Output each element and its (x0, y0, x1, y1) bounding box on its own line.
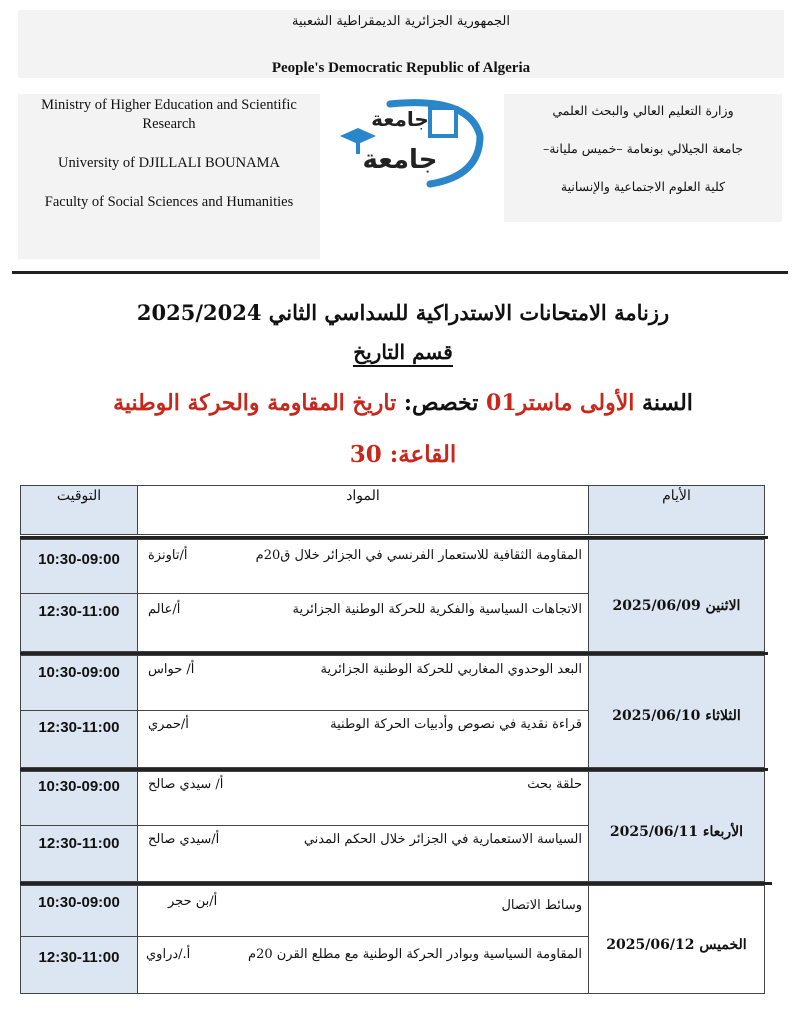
time-cell: 12:30-11:00 (20, 825, 138, 882)
department-title: قسم التاريخ (30, 340, 776, 364)
header-time: التوقيت (20, 485, 138, 535)
day-cell: الثلاثاء 2025/06/10 (588, 655, 765, 768)
subject-cell: المقاومة السياسية وبوادر الحركة الوطنية مع مطلع القرن 20م أ./دراوي (137, 936, 589, 994)
time-cell: 10:30-09:00 (20, 655, 138, 711)
ministry-ar: وزارة التعليم العالي والبحث العلمي (552, 103, 734, 118)
time-cell: 12:30-11:00 (20, 936, 138, 994)
time-cell: 12:30-11:00 (20, 710, 138, 768)
university-logo-icon (330, 96, 490, 188)
header-day: الأيام (588, 485, 765, 535)
day-cell: الاثنين 2025/06/09 (588, 539, 765, 652)
logo-lettering: جامعة (371, 107, 429, 131)
faculty-ar: كلية العلوم الاجتماعية والإنسانية (560, 179, 726, 194)
svg-text:جامعة: جامعة (362, 145, 438, 175)
day-cell: الخميس 2025/06/12 (588, 885, 765, 994)
ministry-en: Ministry of Higher Education and Scientific Research (41, 97, 297, 132)
university-ar: جامعة الجيلالي بونعامة –خميس مليانة– (542, 141, 744, 156)
header-divider (12, 271, 788, 274)
time-cell: 10:30-09:00 (20, 885, 138, 937)
time-cell: 10:30-09:00 (20, 539, 138, 594)
university-logo (330, 96, 490, 188)
header-republic-english: People's Democratic Republic of Algeria (18, 38, 784, 78)
subject-cell: البعد الوحدوي المغاربي للحركة الوطنية الجزائرية أ/ حواس (137, 655, 589, 711)
subject-cell: السياسة الاستعمارية في الجزائر خلال الحكم المدني أ/سيدي صالح (137, 825, 589, 882)
header-right-block (504, 94, 782, 222)
header-subject: المواد (137, 485, 589, 535)
exam-calendar-title: رزنامة الامتحانات الاستدراكية للسداسي الثاني 2025/2024 (136, 300, 670, 325)
subject-cell: وسائط الاتصال أ/بن حجر (137, 885, 589, 937)
room-label: القاعة: 30 (349, 441, 457, 468)
level-specialty-line: السنة الأولى ماستر01 تخصص: تاريخ المقاومة والحركة الوطنية (113, 390, 693, 416)
header-republic-arabic: الجمهورية الجزائرية الديمقراطية الشعبية (18, 10, 784, 38)
day-cell: الأربعاء 2025/06/11 (588, 771, 765, 882)
time-cell: 12:30-11:00 (20, 593, 138, 652)
subject-cell: المقاومة الثقافية للاستعمار الفرنسي في الجزائر خلال ق20م أ/تاونزة (137, 539, 589, 594)
subject-cell: الاتجاهات السياسية والفكرية للحركة الوطنية الجزائرية أ/عالم (137, 593, 589, 652)
subject-cell: قراءة نقدية في نصوص وأدبيات الحركة الوطنية أ/حمري (137, 710, 589, 768)
header-left-block (18, 94, 320, 259)
university-en: University of DJILLALI BOUNAMA (58, 155, 280, 171)
faculty-en: Faculty of Social Sciences and Humanities (44, 194, 294, 210)
time-cell: 10:30-09:00 (20, 771, 138, 826)
subject-cell: حلقة بحث أ/ سيدي صالح (137, 771, 589, 826)
